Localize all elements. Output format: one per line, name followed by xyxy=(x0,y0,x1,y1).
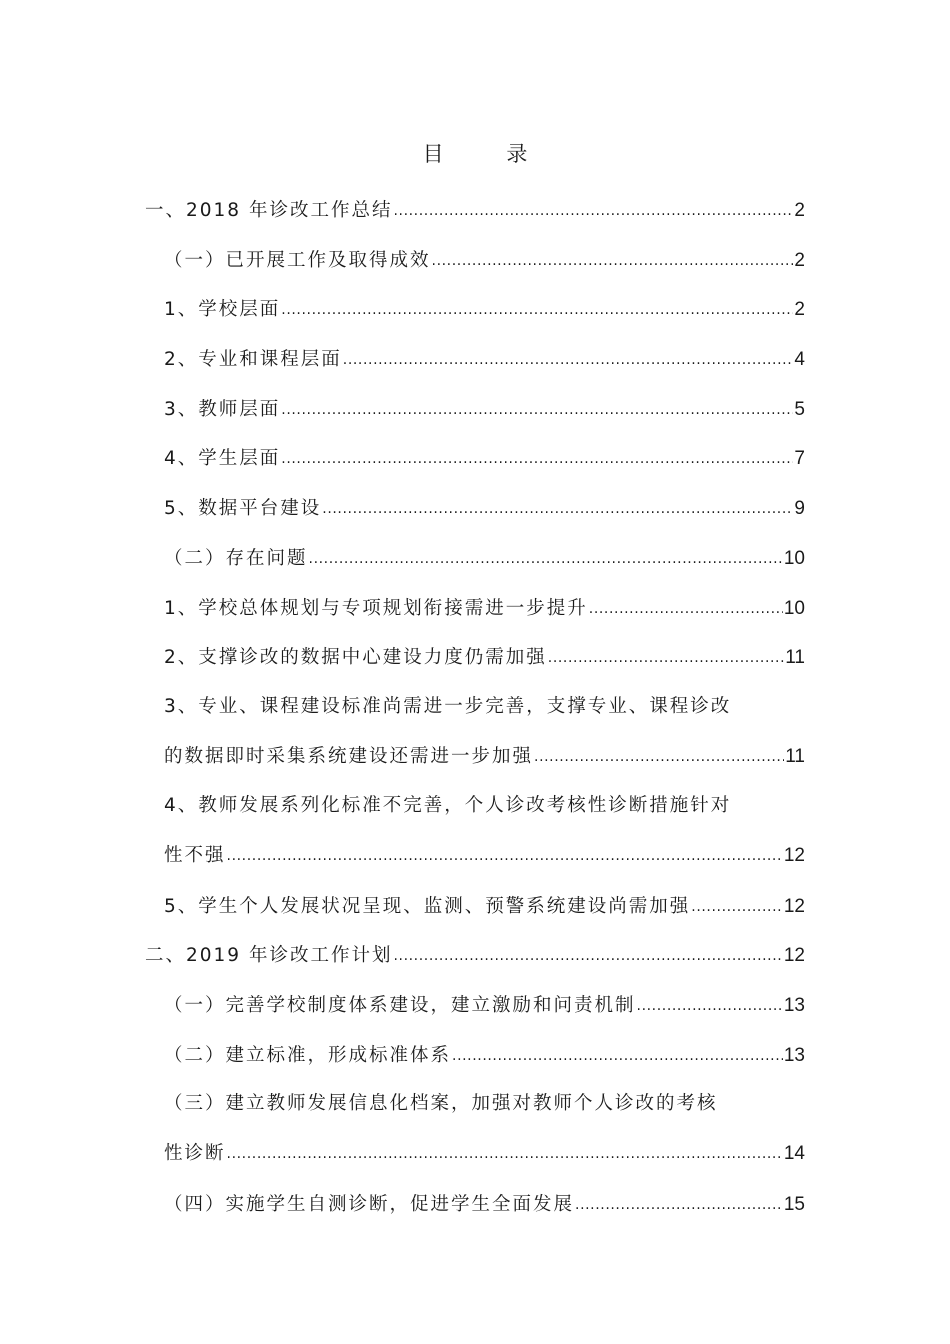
toc-entry-text: 一、2018 年诊改工作总结 xyxy=(145,200,393,221)
toc-page-number: 13 xyxy=(783,995,805,1016)
toc-page-number: 12 xyxy=(783,845,805,866)
toc-entry[interactable] xyxy=(164,246,805,275)
toc-entry-text: （二）建立标准，形成标准体系 xyxy=(164,1045,452,1066)
toc-leader-dots xyxy=(691,892,783,921)
toc-page-number: 13 xyxy=(783,1045,805,1066)
toc-page-number: 2 xyxy=(794,299,805,320)
toc-entry-text: 3、专业、课程建设标准尚需进一步完善，支撑专业、课程诊改 xyxy=(164,696,732,717)
toc-entry-text: （三）建立教师发展信息化档案，加强对教师个人诊改的考核 xyxy=(164,1093,718,1114)
toc-entry[interactable] xyxy=(164,643,805,672)
toc-page-number: 4 xyxy=(794,349,805,370)
toc-entry[interactable] xyxy=(164,444,805,473)
toc-page-number: 2 xyxy=(794,200,805,221)
toc-entry-text: 5、学生个人发展状况呈现、监测、预警系统建设尚需加强 xyxy=(164,896,691,917)
toc-entry-text: （二）存在问题 xyxy=(164,548,308,569)
toc-entry[interactable] xyxy=(164,395,805,424)
toc-leader-dots xyxy=(589,594,783,623)
toc-leader-dots xyxy=(322,494,793,523)
toc-entry-text-continued: 的数据即时采集系统建设还需进一步加强 xyxy=(164,746,534,767)
toc-leader-dots xyxy=(393,941,782,970)
toc-leader-dots xyxy=(281,444,793,473)
toc-page-number: 10 xyxy=(783,598,805,619)
toc-leader-dots xyxy=(548,643,784,672)
toc-leader-dots xyxy=(534,742,784,771)
toc-page-number: 2 xyxy=(794,250,805,271)
toc-page-number: 11 xyxy=(785,746,805,767)
toc-entry[interactable] xyxy=(164,892,805,921)
toc-leader-dots xyxy=(309,544,783,573)
toc-entry[interactable] xyxy=(164,991,805,1020)
toc-entry-text: 4、学生层面 xyxy=(164,448,281,469)
toc-leader-dots xyxy=(281,295,793,324)
toc-entry[interactable] xyxy=(145,196,805,225)
toc-leader-dots xyxy=(281,395,793,424)
toc-page-number: 15 xyxy=(783,1194,805,1215)
toc-entry-text: 5、数据平台建设 xyxy=(164,498,322,519)
toc-page-number: 9 xyxy=(794,498,805,519)
toc-entry-text: 1、学校总体规划与专项规划衔接需进一步提升 xyxy=(164,598,588,619)
toc-entry-text-continued: 性不强 xyxy=(164,845,226,866)
toc-entry-text: （一）完善学校制度体系建设，建立激励和问责机制 xyxy=(164,995,636,1016)
toc-entry-text: 3、教师层面 xyxy=(164,399,281,420)
toc-entry[interactable] xyxy=(164,1041,805,1070)
toc-page-number: 10 xyxy=(783,548,805,569)
toc-entry-text: 2、支撑诊改的数据中心建设力度仍需加强 xyxy=(164,647,547,668)
toc-leader-dots xyxy=(343,345,794,374)
toc-entry[interactable] xyxy=(164,295,805,324)
toc-entry[interactable] xyxy=(164,1090,805,1168)
toc-leader-dots xyxy=(452,1041,783,1070)
toc-entry[interactable] xyxy=(164,494,805,523)
toc-leader-dots xyxy=(575,1190,783,1219)
toc-title: 目 录 xyxy=(422,142,556,166)
toc-entry[interactable] xyxy=(164,693,805,771)
toc-leader-dots xyxy=(227,1139,783,1168)
toc-leader-dots xyxy=(393,196,793,225)
toc-entry-text-continued: 性诊断 xyxy=(164,1143,226,1164)
toc-page-number: 14 xyxy=(783,1143,805,1164)
toc-entry-text: （一）已开展工作及取得成效 xyxy=(164,250,431,271)
toc-leader-dots xyxy=(432,246,794,275)
toc-entry[interactable] xyxy=(164,792,805,870)
toc-page-number: 11 xyxy=(785,647,805,668)
toc-entry[interactable] xyxy=(164,1190,805,1219)
toc-page-number: 12 xyxy=(783,896,805,917)
toc-entry-text: 2、专业和课程层面 xyxy=(164,349,342,370)
toc-leader-dots xyxy=(227,841,783,870)
toc-entry-text: 二、2019 年诊改工作计划 xyxy=(145,945,393,966)
toc-page-number: 7 xyxy=(794,448,805,469)
toc-entry-text: 1、学校层面 xyxy=(164,299,281,320)
toc-entry[interactable] xyxy=(164,594,805,623)
toc-entry[interactable] xyxy=(164,345,805,374)
toc-entry[interactable] xyxy=(145,941,805,970)
toc-leader-dots xyxy=(637,991,783,1020)
toc-page-number: 12 xyxy=(783,945,805,966)
toc-entry[interactable] xyxy=(164,544,805,573)
toc-entry-text: 4、教师发展系列化标准不完善，个人诊改考核性诊断措施针对 xyxy=(164,795,732,816)
toc-page-number: 5 xyxy=(794,399,805,420)
toc-entry-text: （四）实施学生自测诊断，促进学生全面发展 xyxy=(164,1194,575,1215)
